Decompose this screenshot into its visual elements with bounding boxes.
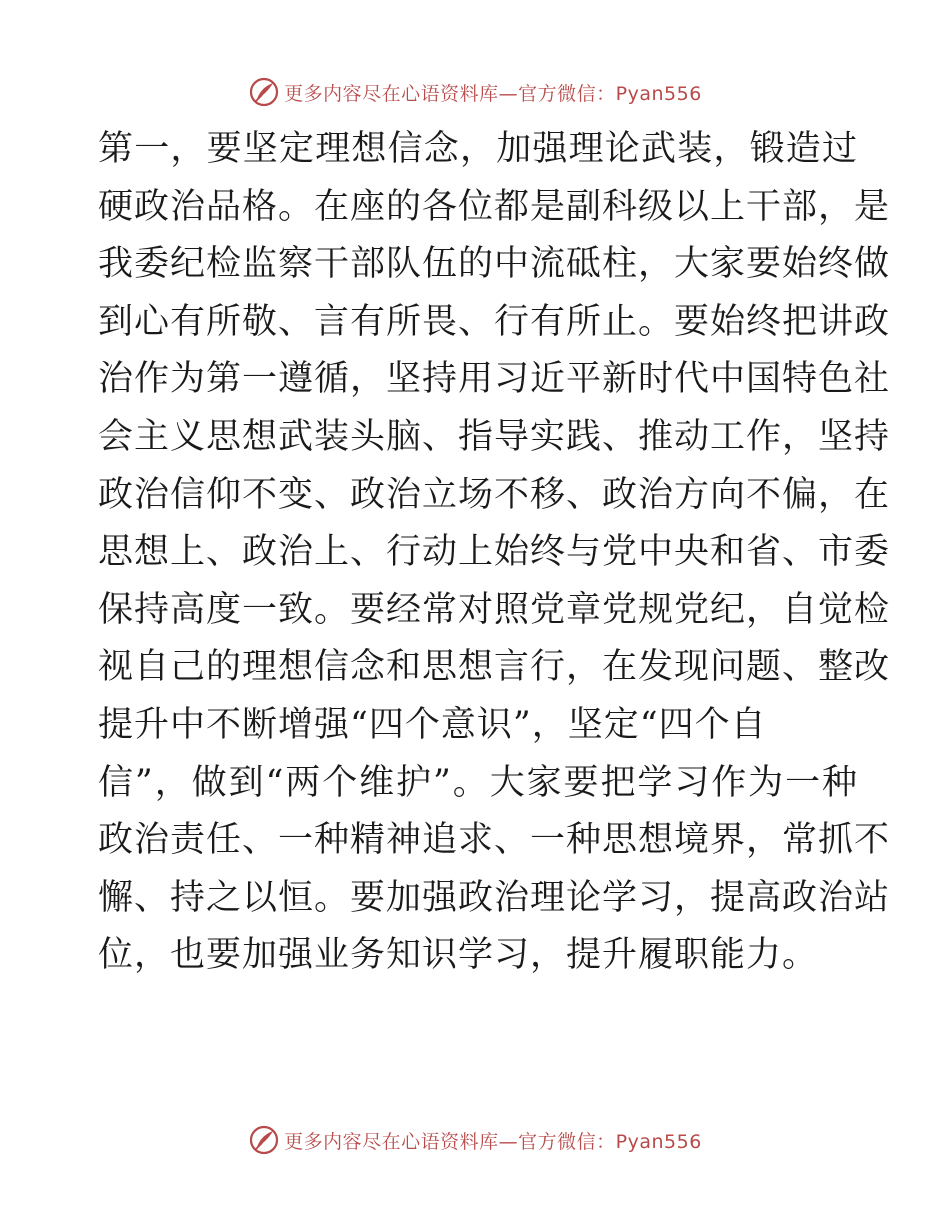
watermark-header xyxy=(0,72,950,112)
watermark-text: 更多内容尽在心语资料库—官方微信：Pyan556 xyxy=(284,1130,702,1153)
text-line: 第一，要坚定理想信念，加强理论武装，锻造过 xyxy=(98,129,858,169)
text-line: 提升中不断增强“四个意识”，坚定“四个自 xyxy=(98,704,767,745)
text-line: 硬政治品格。在座的各位都是副科级以上干部，是 xyxy=(98,186,891,227)
text-line: 懈、持之以恒。要加强政治理论学习，提高政治站 xyxy=(98,877,891,918)
text-line: 我委纪检监察干部队伍的中流砥柱，大家要始终做 xyxy=(98,244,891,285)
document-body xyxy=(98,121,891,985)
text-line: 政治信仰不变、政治立场不移、政治方向不偏，在 xyxy=(98,474,891,515)
text-line: 信”，做到“两个维护”。大家要把学习作为一种 xyxy=(98,762,858,803)
text-line: 思想上、政治上、行动上始终与党中央和省、市委 xyxy=(98,532,891,573)
text-line: 到心有所敬、言有所畏、行有所止。要始终把讲政 xyxy=(98,301,891,342)
feather-seal-icon xyxy=(248,76,280,108)
text-line: 会主义思想武装头脑、指导实践、推动工作，坚持 xyxy=(98,416,891,457)
text-line: 保持高度一致。要经常对照党章党规党纪，自觉检 xyxy=(98,589,891,630)
text-line: 治作为第一遵循，坚持用习近平新时代中国特色社 xyxy=(98,359,891,400)
feather-seal-icon xyxy=(248,1124,280,1156)
text-line: 视自己的理想信念和思想言行，在发现问题、整改 xyxy=(98,647,891,688)
text-line: 位，也要加强业务知识学习，提升履职能力。 xyxy=(98,935,819,976)
text-line: 政治责任、一种精神追求、一种思想境界，常抓不 xyxy=(98,820,891,861)
watermark-text: 更多内容尽在心语资料库—官方微信：Pyan556 xyxy=(284,82,702,105)
watermark-footer xyxy=(0,1120,950,1160)
